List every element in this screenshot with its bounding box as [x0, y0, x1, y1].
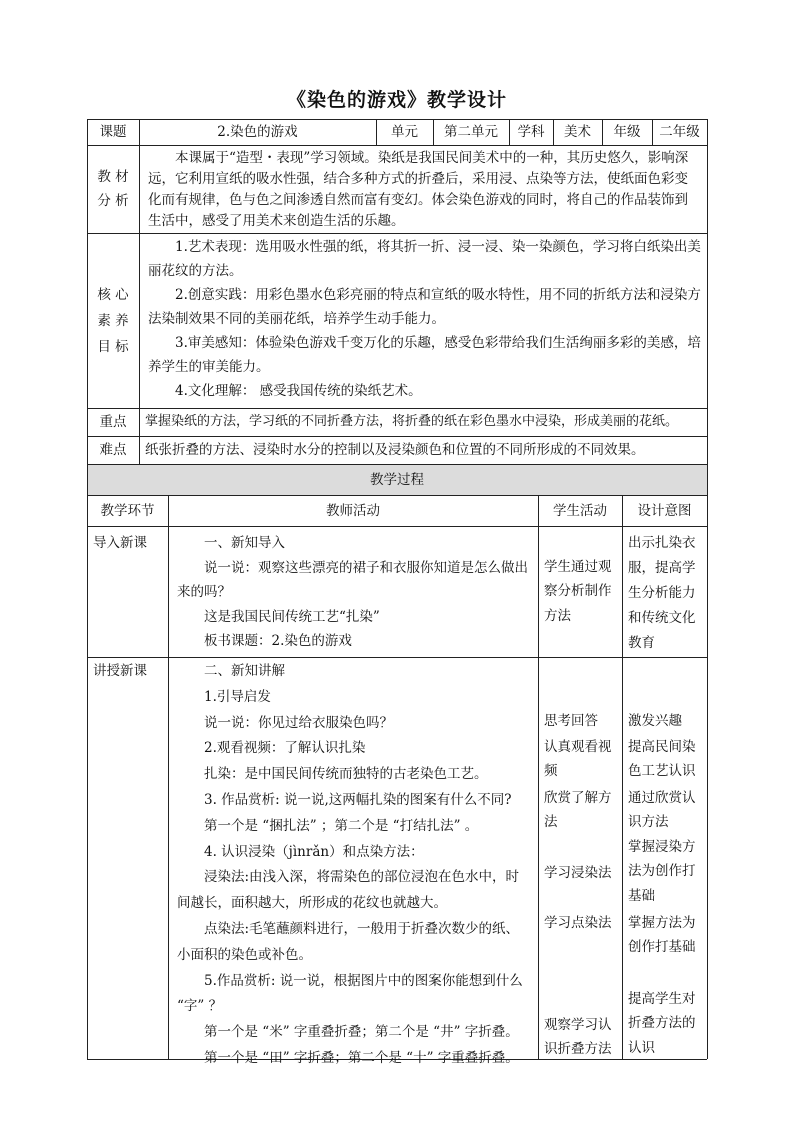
document-title: 《染色的游戏》教学设计	[286, 89, 507, 111]
teacher-line: 1.引导启发	[204, 688, 271, 705]
stage-intro: 导入新课	[93, 535, 147, 551]
difficulty-label: 难点	[99, 442, 127, 458]
intent-item: 掌握浸染方法为创作打基础	[628, 839, 696, 904]
teacher-line: 第一个是 “米” 字重叠折叠；第二个是 “井” 字折叠。	[204, 1024, 519, 1041]
teacher-line: 4. 认识浸染（jìnrǎn）和点染方法：	[204, 843, 424, 860]
student-item: 学习点染法	[544, 915, 612, 931]
student-item: 欣赏了解方法	[544, 790, 612, 831]
intent-intro: 出示扎染衣服，提高学生分析能力和传统文化教育	[628, 535, 696, 651]
analysis-label-line: 分 析	[97, 193, 129, 209]
teacher-new	[168, 657, 538, 1066]
teacher-line: 3. 作品赏析: 说一说,这两幅扎染的图案有什么不同?	[204, 791, 512, 808]
teacher-line: 一、新知导入	[204, 535, 285, 551]
core-label-line: 核 心	[97, 286, 129, 303]
teacher-line: 浸染法:由浅入深，将需染色的部位浸泡在色水中，时间越长，面积越大，所形成的花纹也就越大。	[177, 869, 520, 912]
key-label: 重点	[99, 414, 127, 430]
analysis-label-line: 教 材	[97, 169, 129, 185]
core-label-line: 素 养	[97, 312, 129, 329]
teacher-line: 扎染：是中国民间传统而独特的古老染色工艺。	[204, 766, 488, 783]
teacher-intro	[168, 526, 538, 657]
intent-item: 通过欣赏认识方法	[628, 790, 696, 831]
teacher-line: 5.作品赏析: 说一说，根据图片中的图案你能想到什么 “字” ？	[177, 972, 523, 1015]
core-label-line: 目 标	[97, 338, 129, 355]
core-label	[87, 233, 139, 408]
grade-value: 二年级	[659, 124, 700, 140]
header-teacher: 教师活动	[326, 502, 380, 519]
unit-label: 单元	[391, 124, 418, 140]
core-item: 3.审美感知：体验染色游戏千变万化的乐趣，感受色彩带给我们生活绚丽多彩的美感，培养学生的审美能力。	[148, 335, 701, 375]
intent-item: 提高民间染色工艺认识	[628, 739, 696, 780]
intent-item: 掌握方法为创作打基础	[628, 915, 696, 956]
teacher-line: 说一说：你见过给衣服染色吗？	[204, 714, 393, 731]
analysis-label	[87, 145, 139, 233]
core-text	[139, 233, 707, 408]
student-intro: 学生通过观察分析制作方法	[544, 559, 612, 624]
teacher-line: 说一说：观察这些漂亮的裙子和衣服你知道是怎么做出来的吗？	[177, 559, 528, 601]
header-stage: 教学环节	[100, 502, 155, 519]
student-item: 思考回答	[544, 713, 598, 729]
subject-label: 学科	[517, 124, 545, 140]
teacher-line: 二、新知讲解	[204, 663, 285, 679]
stage-new: 讲授新课	[93, 663, 147, 679]
teacher-line: 点染法:毛笔蘸颜料进行，一般用于折叠次数少的纸、小面积的染色或补色。	[177, 920, 520, 963]
student-item: 认真观看视频	[544, 739, 612, 780]
process-heading: 教学过程	[370, 471, 424, 488]
subject-value: 美术	[564, 124, 591, 140]
course-label: 课题	[99, 124, 127, 140]
header-student: 学生活动	[553, 502, 607, 519]
difficulty-text: 纸张折叠的方法、浸染时水分的控制以及浸染颜色和位置的不同所形成的不同效果。	[145, 442, 645, 458]
core-item: 4.文化理解： 感受我国传统的染纸艺术。	[175, 383, 422, 399]
teacher-line: 第一个是 “捆扎法” ；第二个是 “打结扎法” 。	[204, 817, 479, 834]
teacher-line: 这是我国民间传统工艺“扎染”	[204, 608, 380, 625]
header-intent: 设计意图	[637, 502, 692, 519]
analysis-paragraph: 本课属于“造型・表现”学习领域。染纸是我国民间美术中的一种，其历史悠久，影响深远，它利用宣纸的吸水性强，结合多种方式的折叠后，采用浸、点染等方法，使纸面色彩变化而有规律，色与色之间渗透自然而富有变幻。体会染色游戏的同时，将自己的作品装饰到生活中，感受了用美术来创造生活的乐趣。	[148, 150, 689, 229]
teacher-line: 第一个是 “田” 字折叠；第二个是 “十” 字重叠折叠。	[204, 1049, 519, 1066]
course-value: 2.染色的游戏	[217, 124, 298, 140]
intent-item: 提高学生对折叠方法的认识	[628, 991, 696, 1056]
intent-item: 激发兴趣	[628, 713, 682, 729]
core-item: 2.创意实践：用彩色墨水色彩亮丽的特点和宣纸的吸水特性，用不同的折纸方法和浸染方法染制效果不同的美丽花纸，培养学生动手能力。	[148, 287, 701, 327]
teacher-line: 板书课题：2.染色的游戏	[204, 633, 352, 650]
core-item: 1.艺术表现：选用吸水性强的纸，将其折一折、浸一浸、染一染颜色，学习将白纸染出美丽花纹的方法。	[148, 239, 701, 279]
unit-value: 第二单元	[444, 124, 498, 140]
student-item: 观察学习认识折叠方法	[544, 1017, 612, 1058]
analysis-text	[139, 145, 707, 233]
student-item: 学习浸染法	[544, 865, 612, 881]
key-text: 掌握染纸的方法，学习纸的不同折叠方法，将折叠的纸在彩色墨水中浸染，形成美丽的花纸。	[145, 414, 679, 429]
teacher-line: 2.观看视频：了解认识扎染	[204, 740, 366, 757]
grade-label: 年级	[613, 124, 641, 140]
